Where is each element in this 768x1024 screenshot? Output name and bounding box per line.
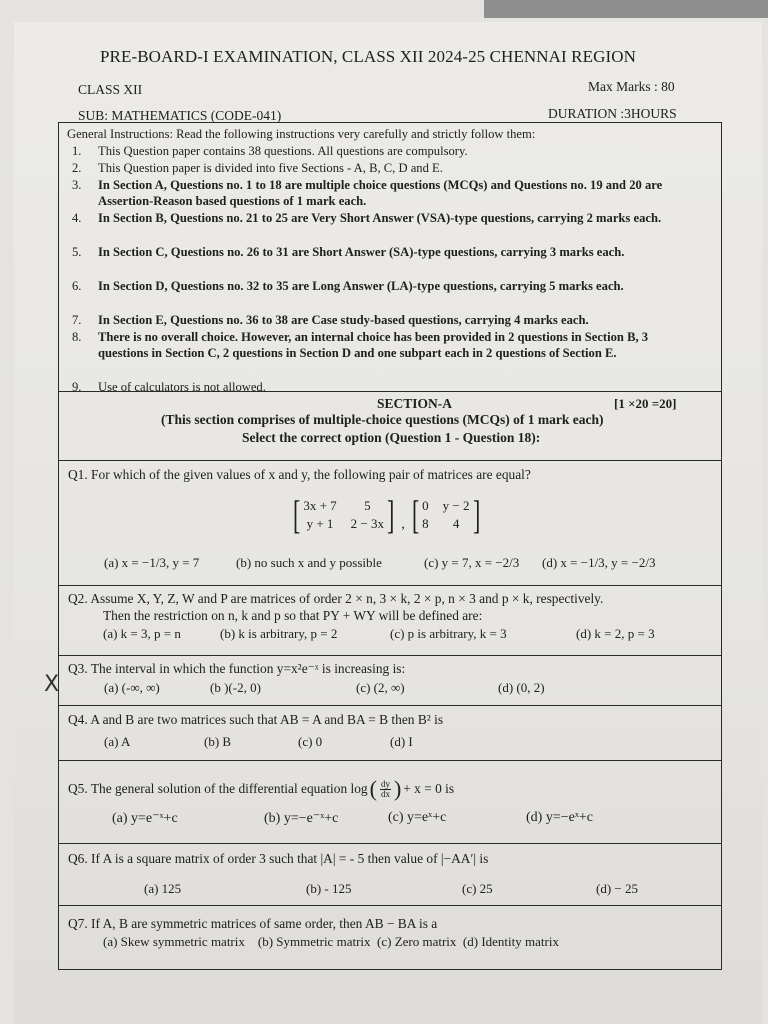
q5-stem-tail: + x = 0 is <box>403 781 455 796</box>
divider-q2 <box>58 655 722 656</box>
open-paren-icon: ( <box>369 776 377 801</box>
right-bracket-icon: ] <box>472 492 480 537</box>
q1-option-a: (a) x = −1/3, y = 7 <box>104 555 200 570</box>
section-marks: [1 ×20 =20] <box>614 396 677 411</box>
instruction-text: In Section C, Questions no. 26 to 31 are Short Answer (SA)-type questions, carrying 3 marks each. <box>98 245 625 259</box>
q4-option-b: (b) B <box>204 734 232 749</box>
divider-q6 <box>58 905 722 906</box>
q4-option-d: (d) I <box>390 734 413 749</box>
section-title: SECTION-A <box>377 396 453 411</box>
q2-stem-line2: Then the restriction on n, k and p so that PY + WY will be defined are: <box>103 608 483 623</box>
max-marks: Max Marks : 80 <box>588 79 675 94</box>
class-label: CLASS XII <box>78 82 143 97</box>
matrix-cell: 8 <box>422 516 429 531</box>
instruction-text: In Section A, Questions no. 1 to 18 are multiple choice questions (MCQs) and Questions no. 19 and 20 are Assertion-Reason based questions of 1 mark each. <box>98 178 663 209</box>
q1-stem: Q1. For which of the given values of x and y, the following pair of matrices are equal? <box>68 467 531 482</box>
top-shadow-bar <box>484 0 768 18</box>
instruction-number: 7. <box>72 313 82 327</box>
close-paren-icon: ) <box>393 776 402 801</box>
instruction-text: This Question paper contains 38 questions. All questions are compulsory. <box>98 144 468 158</box>
exam-title: PRE-BOARD-I EXAMINATION, CLASS XII 2024-25 CHENNAI REGION <box>100 47 636 66</box>
divider-q5 <box>58 843 722 844</box>
divider-q3 <box>58 705 722 706</box>
section-select-note: Select the correct option (Question 1 - Question 18): <box>242 430 541 445</box>
q1-option-d: (d) x = −1/3, y = −2/3 <box>542 555 656 570</box>
q1-matrix-2 <box>409 492 483 537</box>
q1-option-c: (c) y = 7, x = −2/3 <box>424 555 520 570</box>
q2-option-a: (a) k = 3, p = n <box>103 626 181 641</box>
q3-option-a: (a) (-∞, ∞) <box>104 680 160 695</box>
q3-stem: Q3. The interval in which the function y=x²e⁻ˣ is increasing is: <box>68 661 406 676</box>
instruction-number: 5. <box>72 245 82 259</box>
handwritten-x-mark: X <box>44 672 60 697</box>
instruction-text: This Question paper is divided into five Sections - A, B, C, D and E. <box>98 161 443 175</box>
q2-option-d: (d) k = 2, p = 3 <box>576 626 655 641</box>
q2-option-c: (c) p is arbitrary, k = 3 <box>390 626 507 641</box>
instruction-number: 3. <box>72 178 82 192</box>
matrix-cell: 5 <box>364 498 371 513</box>
q6-option-c: (c) 25 <box>462 881 493 896</box>
matrix-cell: 4 <box>452 516 460 531</box>
section-description: (This section comprises of multiple-choice questions (MCQs) of 1 mark each) <box>161 412 604 427</box>
instruction-text: Use of calculators is not allowed. <box>98 380 266 394</box>
q4-option-c: (c) 0 <box>298 734 323 749</box>
instruction-number: 9. <box>72 380 82 394</box>
right-bracket-icon: ] <box>387 492 395 537</box>
q6-option-b: (b) - 125 <box>306 881 352 896</box>
q6-option-d: (d) − 25 <box>596 881 638 896</box>
instruction-number: 1. <box>72 144 82 158</box>
q4-stem: Q4. A and B are two matrices such that AB = A and BA = B then B² is <box>68 712 444 727</box>
q1-option-b: (b) no such x and y possible <box>236 555 382 570</box>
q5-option-c: (c) y=eˣ+c <box>388 810 447 825</box>
instruction-text: In Section D, Questions no. 32 to 35 are Long Answer (LA)-type questions, carrying 5 marks each. <box>98 279 624 293</box>
duration-label: DURATION :3HOURS <box>548 106 677 121</box>
matrix-cell: 2 − 3x <box>350 516 385 531</box>
q5-derivative <box>380 780 391 799</box>
matrix-cell: 0 <box>422 498 429 513</box>
instruction-number: 6. <box>72 279 82 293</box>
fraction-denominator: dx <box>380 788 390 799</box>
q6-option-a: (a) 125 <box>144 881 182 896</box>
q6-stem: Q6. If A is a square matrix of order 3 such that |A| = - 5 then value of |−AA′| is <box>68 851 489 866</box>
matrix-cell: y − 2 <box>442 498 470 513</box>
q1-matrix-1 <box>290 492 397 537</box>
left-bracket-icon: [ <box>411 492 420 537</box>
q5-option-d: (d) y=−eˣ+c <box>526 810 593 825</box>
instruction-number: 2. <box>72 161 82 175</box>
q5-option-a: (a) y=e⁻ˣ+c <box>112 811 178 826</box>
instruction-number: 4. <box>72 211 82 225</box>
divider-q1 <box>58 585 722 586</box>
instructions-list <box>72 143 712 393</box>
divider-section <box>58 460 722 461</box>
q7-options: (a) Skew symmetric matrix (b) Symmetric matrix (c) Zero matrix (d) Identity matrix <box>103 934 559 949</box>
q4-option-a: (a) A <box>104 734 131 749</box>
instruction-text: In Section B, Questions no. 21 to 25 are Very Short Answer (VSA)-type questions, carrying 2 marks each. <box>98 211 662 225</box>
instruction-text: There is no overall choice. However, an internal choice has been provided in 2 questions in Section B, 3 questions in Section C, 2 questions in Section D and one subpart each in 2 questions of Section E. <box>98 330 649 361</box>
matrix-cell: 3x + 7 <box>303 498 337 513</box>
instructions-heading: General Instructions: Read the following instructions very carefully and strictly follow them: <box>67 127 536 141</box>
q5-stem-text: Q5. The general solution of the differential equation log <box>68 781 368 796</box>
q7-stem: Q7. If A, B are symmetric matrices of same order, then AB − BA is a <box>68 916 438 931</box>
instruction-number: 8. <box>72 330 82 344</box>
q2-stem-line1: Q2. Assume X, Y, Z, W and P are matrices of order 2 × n, 3 × k, 2 × p, n × 3 and p × k, respectively. <box>68 591 604 606</box>
q2-option-b: (b) k is arbitrary, p = 2 <box>220 626 338 641</box>
matrix-separator: , <box>401 517 405 532</box>
instruction-text: In Section E, Questions no. 36 to 38 are Case study-based questions, carrying 4 marks each. <box>98 313 589 327</box>
matrix-cell: y + 1 <box>306 516 334 531</box>
q3-option-b: (b )(-2, 0) <box>210 680 261 695</box>
left-bracket-icon: [ <box>292 492 301 537</box>
subject-label: SUB: MATHEMATICS (CODE-041) <box>78 108 282 123</box>
q5-option-b: (b) y=−e⁻ˣ+c <box>264 811 339 826</box>
q3-option-d: (d) (0, 2) <box>498 680 545 695</box>
fraction-numerator: dy <box>380 778 390 789</box>
q5-stem <box>68 778 454 800</box>
divider-q4 <box>58 760 722 761</box>
q1-matrices <box>290 492 483 537</box>
q3-option-c: (c) (2, ∞) <box>356 680 405 695</box>
